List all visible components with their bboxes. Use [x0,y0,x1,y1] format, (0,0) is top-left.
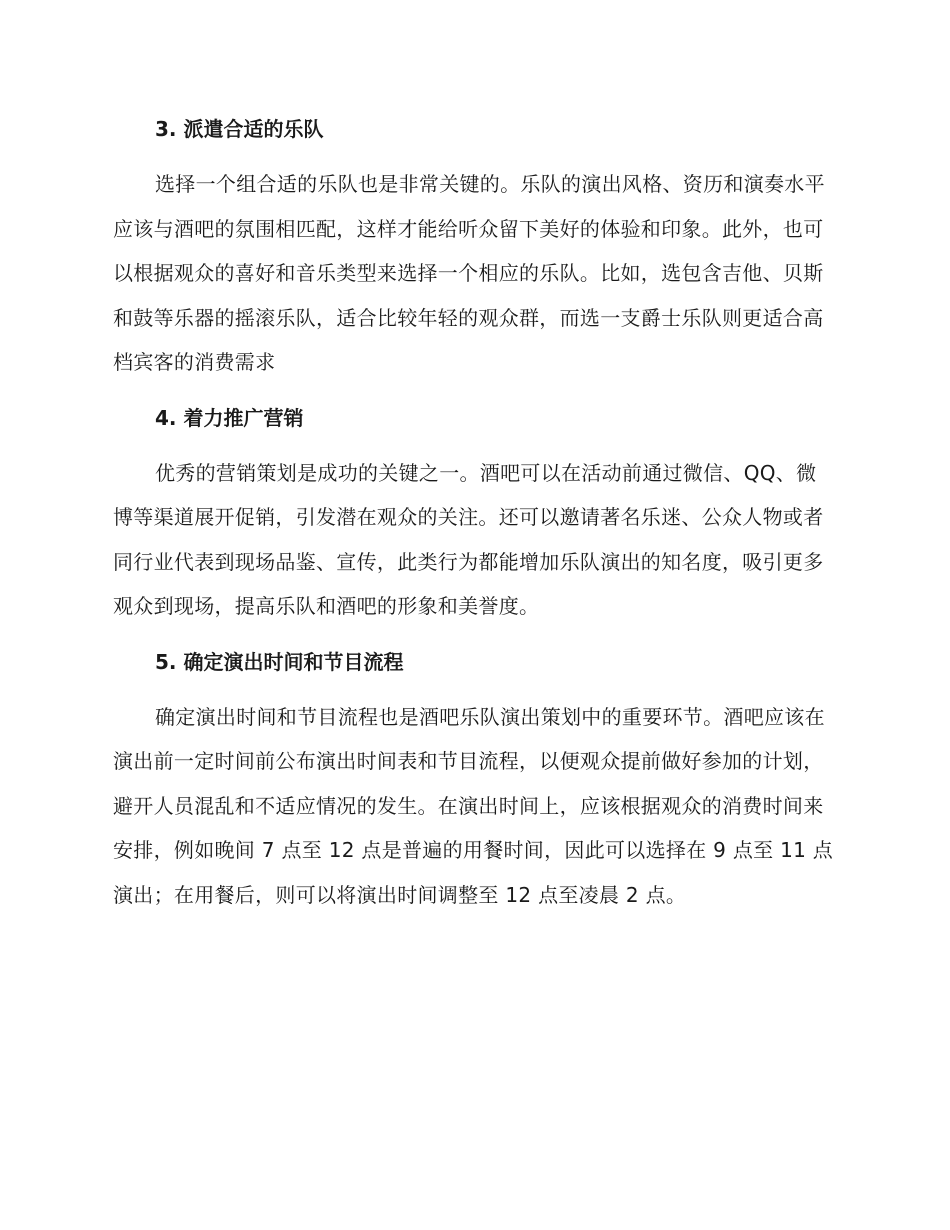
section-heading-marketing: 4. 着力推广营销 [155,405,304,430]
section-paragraph-band-selection: 选择一个组合适的乐队也是非常关键的。乐队的演出风格、资历和演奏水平应该与酒吧的氛围相匹配，这样才能给听众留下美好的体验和印象。此外，也可以根据观众的喜好和音乐类型来选择一个相应的乐队。比如，选包含吉他、贝斯和鼓等乐器的摇滚乐队，适合比较年轻的观众群，而选一支爵士乐队则更适合高档宾客的消费需求 [113,172,825,374]
section-paragraph-schedule: 确定演出时间和节目流程也是酒吧乐队演出策划中的重要环节。酒吧应该在演出前一定时间前公布演出时间表和节目流程，以便观众提前做好参加的计划，避开人员混乱和不适应情况的发生。在演出时间上，应该根据观众的消费时间来安排，例如晚间 7 点至 12 点是普遍的用餐时间，因此可以选择在 9 点至 11 点演出；在用餐后，则可以将演出时间调整至 12 点至凌晨 2 点。 [113,704,834,907]
section-heading-schedule: 5. 确定演出时间和节目流程 [155,649,404,674]
document-content [113,112,835,933]
section-heading-band-selection: 3. 派遣合适的乐队 [155,117,324,141]
section-paragraph-marketing: 优秀的营销策划是成功的关键之一。酒吧可以在活动前通过微信、QQ、微博等渠道展开促销，引发潜在观众的关注。还可以邀请著名乐迷、公众人物或者同行业代表到现场品鉴、宣传，此类行为都能增加乐队演出的知名度，吸引更多观众到现场，提高乐队和酒吧的形象和美誉度。 [113,460,824,618]
